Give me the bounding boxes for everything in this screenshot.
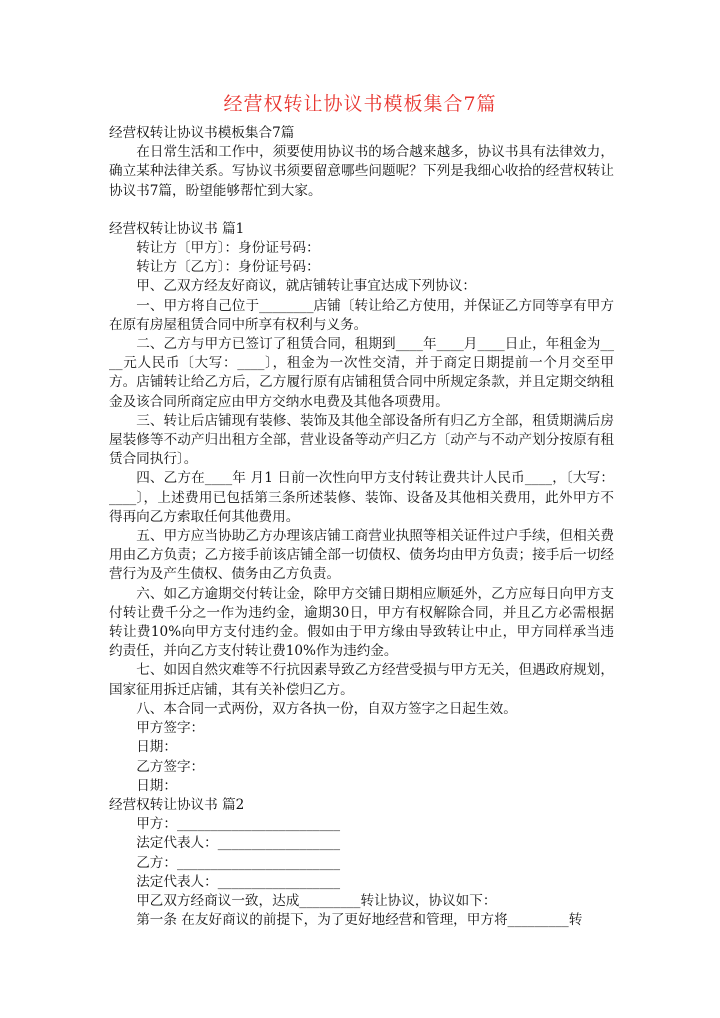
rep-b-line: 法定代表人：__________________ [136, 873, 341, 890]
clause-7: 七、如因自然灾难等不行抗因素导致乙方经营受损与甲方无关，但遇政府规划，国家征用拆迁店铺，其有关补偿归乙方。 [109, 662, 614, 698]
transferor-line: 转让方〔甲方〕：身份证号码： [136, 240, 320, 257]
clause-6: 六、如乙方逾期交付转让金，除甲方交铺日期相应顺延外，乙方应每日向甲方支付转让费千分之一作为违约金，逾期30日，甲方有权解除合同，并且乙方必需根据转让费10%向甲方支付违约金。假如由于甲方缘由导致转让中止，甲方同样承当违约责任，并向乙方支付转让费10%作为违约金。 [109, 585, 614, 660]
section1-preamble: 甲、乙双方经友好商议，就店铺转让事宜达成下列协议： [136, 278, 477, 295]
spacer [109, 201, 614, 220]
transferee-line: 转让方〔乙方〕：身份证号码： [136, 259, 320, 276]
party-b-line: 乙方：________________________ [136, 854, 341, 871]
rep-a-line: 法定代表人：__________________ [136, 835, 341, 852]
clause-2: 二、乙方与甲方已签订了租赁合同，租期到____年____月____日止，年租金为____元人民币〔大写：____〕，租金为一次性交清，并于商定日期提前一个月交至甲方。店铺转让给乙方后，乙方履行原有店铺租赁合同中所规定条款，并且定期交纳租金及该合同所商定应由甲方交纳水电费及其他各项费用。 [109, 336, 614, 410]
party-a-line: 甲方：________________________ [136, 816, 341, 833]
party-a-signature: 甲方签字： [136, 720, 205, 737]
party-b-date: 日期： [136, 777, 177, 794]
document-subtitle: 经营权转让协议书模板集合7篇 [109, 125, 295, 141]
article-1: 第一条 在友好商议的前提下，为了更好地经营和管理，甲方将_________转 [136, 912, 583, 929]
document-title: 经营权转让协议书模板集合7篇 [223, 93, 497, 115]
document-body [109, 124, 614, 930]
clause-8: 八、本合同一式两份，双方各执一份，自双方签字之日起生效。 [136, 700, 517, 717]
party-a-date: 日期： [136, 739, 177, 756]
party-b-signature: 乙方签字： [136, 758, 205, 775]
section2-preamble: 甲乙双方经商议一致，达成_________转让协议，协议如下： [136, 892, 497, 909]
section1-heading: 经营权转让协议书 篇1 [109, 220, 245, 237]
clause-4: 四、乙方在____年 月1 日前一次性向甲方支付转让费共计人民币____，〔大写：____〕，上述费用已包括第三条所述装修、装饰、设备及其他相关费用，此外甲方不得再向乙方索取任何其他费用。 [109, 470, 614, 525]
section2-heading: 经营权转让协议书 篇2 [109, 796, 245, 813]
clause-5: 五、甲方应当协助乙方办理该店铺工商营业执照等相关证件过户手续，但相关费用由乙方负责；乙方接手前该店铺全部一切债权、债务均由甲方负责；接手后一切经营行为及产生债权、债务由乙方负责。 [109, 528, 614, 583]
clause-3: 三、转让后店铺现有装修、装饰及其他全部设备所有归乙方全部，租赁期满后房屋装修等不动产归出租方全部，营业设备等动产归乙方〔动产与不动产划分按原有租赁合同执行〕。 [109, 412, 614, 468]
clause-1: 一、甲方将自己位于________店铺〔转让给乙方使用，并保证乙方同等享有甲方在原有房屋租赁合同中所享有权利与义务。 [109, 297, 614, 333]
intro-paragraph: 在日常生活和工作中，须要使用协议书的场合越来越多，协议书具有法律效力，确立某种法律关系。写协议书须要留意哪些问题呢？下列是我细心收拾的经营权转让协议书7篇，盼望能够帮忙到大家。 [109, 144, 614, 199]
